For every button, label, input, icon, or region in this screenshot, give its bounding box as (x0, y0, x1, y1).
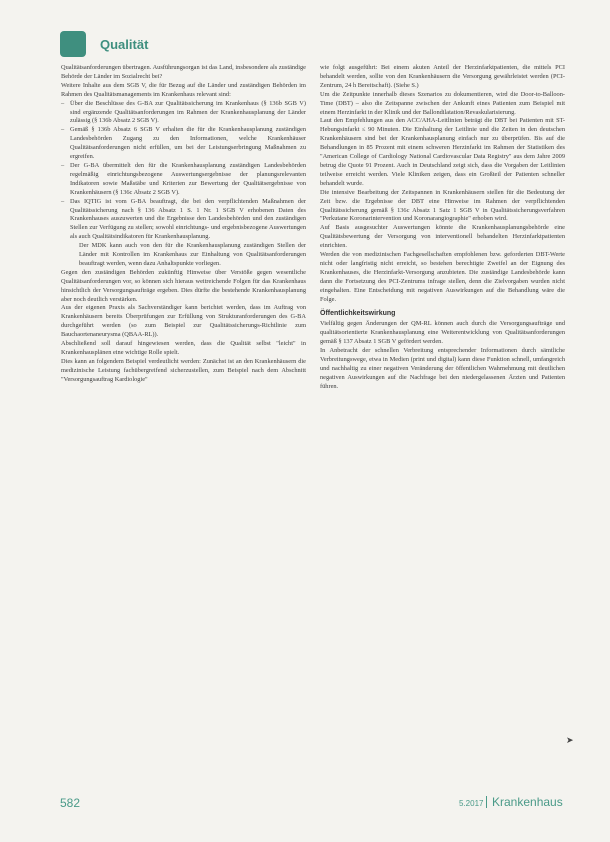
page-number: 582 (60, 796, 81, 810)
section-header (60, 30, 148, 58)
paragraph: Abschließend soll darauf hingewiesen werden, dass die Qualität selbst "leicht" in Krankenhausplänen eine wichtige Rolle spielt. (61, 340, 306, 356)
bullet-continuation: Der MDK kann auch von den für die Krankenhausplanung zuständigen Stellen der Länder mit Kontrollen im Krankenhaus zur Einhaltung von Qualitätsanforderungen beauftragt werden, wenn dazu Anhaltspunkte vorliegen. (79, 242, 306, 267)
paragraph: In Anbetracht der schnellen Verbreitung entsprechender Informationen durch sämtliche Verbreitungswege, etwa in Medien (print und digital) kann diese Funktion schnell, umfangreich und nachhaltig zu einer negativen Veränderung der öffentlichen Wahrnehmung mit deutlichen negativen Auswirkungen auf die Nachfrage bei den niedergelassenen Ärzten und Patienten führen. (320, 347, 565, 390)
paragraph: Qualitätsanforderungen übertragen. Ausführungsorgan ist das Land, insbesondere als zuständige Behörde der Länder im Sozialrecht bei? (61, 64, 306, 80)
paragraph: Um die Zeitpunkte innerhalb dieses Szenarios zu dokumentieren, wird die Door-to-Balloon-Time (DBT) – also die Zeitspanne zwischen der Ankunft eines Patienten zum Beispiel mit einem Herzinfarkt in der Klinik und der Ballondilatation/Revaskularisierung. (320, 90, 565, 116)
section-subheading: Öffentlichkeitswirkung (320, 310, 396, 318)
paragraph: Gegen den zuständigen Behörden zukünftig Hinweise über Verstöße gegen wesentliche Qualitätsanforderungen vor, so können sich hieraus weitreichende Folgen für das Krankenhaus hinsichtlich der Versorgungsaufträge ergeben. Dies dürfte die bestehende Krankenhausplanung aber noch deutlich verstärken. (61, 268, 306, 303)
paragraph: Dies kann an folgendem Beispiel verdeutlicht werden: Zunächst ist an den Krankenhäusern die medizinische Leistung fachübergreifend sicherzustellen, zum Beispiel nach dem Abschnitt "Versorgungsauftrag Kardiologie" (61, 357, 306, 383)
continue-arrow-icon: ➤ (566, 736, 574, 746)
paragraph: Werden die von medizinischen Fachgesellschaften empfohlenen bzw. geforderten DBT-Werte nicht oder langfristig nicht erreicht, so bestehen berechtigte Zweifel an der Eignung des Krankenhauses, die Herzinfarkt-Versorgung anzubieten. Die zuständige Landesbehörde kann dann die Fortsetzung des PCI-Zentrums infrage stellen, denn die Zielvorgaben wurden nicht eingehalten. Eine Entscheidung mit negativen Auswirkungen auf die Behandlung wäre die Folge. (320, 251, 565, 303)
bullet-item: – Gemäß § 136b Absatz 6 SGB V erhalten die für die Krankenhausplanung zuständigen Landesbehörden Zugang zu den Informationen, welche Krankenhäuser Qualitätsanforderungen nicht erfüllen, um bei der Leistungserbringung Maßnahmen zu ergreifen. (70, 126, 306, 162)
paragraph: Aus der eigenen Praxis als Sachverständiger kann berichtet werden, dass im Auftrag von Krankenhäusern bereits Überprüfungen zur Erfüllung von Strukturanforderungen des G-BA durchgeführt werden (so zum Beispiel zur Qualitätssicherungs-Richtlinie zum Bauchaortenaneurysma (QBAA-RL)). (61, 304, 306, 339)
section-badge-icon (60, 31, 86, 57)
bullet-item: – Das IQTIG ist vom G-BA beauftragt, die bei den verpflichtenden Maßnahmen der Qualitätssicherung nach § 136 Absatz 1 S. 1 Nr. 1 SGB V erhobenen Daten des Krankenhauses auszuwerten und die Ergebnisse den Landesbehörden und den zuständigen Stellen zur Verfügung zu stellen; sowohl einrichtungs- und ergebnisbezogene Auswertungen als auch Qualitätsindikatoren für Krankenhausplanung. (70, 198, 306, 243)
issue-number: 5.2017 (459, 799, 484, 808)
magazine-brand: Krankenhaus (492, 795, 563, 809)
paragraph: wie folgt ausgeführt: Bei einem akuten Anteil der Herzinfarktpatienten, die mittels PCI behandelt werden, sollte von den Krankenhäusern die Versorgung gewährleistet werden (PCI- Zentrum, 24 h Bereitschaft). (Siehe S.) (320, 64, 565, 89)
left-text-column (61, 64, 306, 385)
bullet-item: – Über die Beschlüsse des G-BA zur Qualitätssicherung im Krankenhaus (§ 136b SGB V) sind ergänzende Qualitätsanforderungen im Rahmen der Krankenhausplanung der Länder zulässig (§ 136b Absatz 2 SGB V). (70, 100, 306, 127)
paragraph: Vielfältig gegen Änderungen der QM-RL können auch durch die Versorgungsaufträge und qualitätsorientierte Krankenhausplanung eine Weiterentwicklung von Qualitätsanforderungen gemäß § 137 Absatz 1 SGB V gefördert werden. (320, 320, 565, 346)
bullet-item: – Der G-BA übermittelt den für die Krankenhausplanung zuständigen Landesbehörden regelmäßig einrichtungsbezogene Auswertungsergebnisse der planungsrelevanten Indikatoren sowie Maßstäbe und Kriterien zur Bewertung der Qualitätsergebnisse von Krankenhäusern (§ 136c Absatz 2 SGB V). (70, 162, 306, 198)
section-title: Qualität (100, 36, 149, 52)
paragraph: Auf Basis ausgesuchter Auswertungen könnte die Krankenhausplanungsbehörde eine Qualitätsbewertung der Versorgung von interventionell behandelten Herzinfarktpatienten einrichten. (320, 224, 565, 250)
footer-separator (486, 796, 487, 808)
right-text-column (320, 64, 565, 392)
paragraph: Laut den Empfehlungen aus den ACC/AHA-Leitlinien beträgt die DBT bei Patienten mit ST-Hebungsinfarkt ≤ 90 Minuten. Die Einhaltung der Leitlinie und die Zeiten in den deutschen Krankenhäusern sind bei der Krankenhausplanung einfach nur zu überprüfen. Bis auf die Behandlungen in 85 Prozent mit einem schweren Herzinfarkt im Rahmen der Statistiken des "American College of Cardiology National Cardiovascular Data Registry" aus dem Jahre 2009 betrug die Quote 91 Prozent. Auch in Deutschland zeigt sich, dass die Vorgaben der Leitlinien teilweise erreicht werden. Viele Kliniken zeigen, dass ein Großteil der Patienten schneller behandelt wurde. (320, 117, 565, 187)
bullet-list (61, 100, 306, 269)
paragraph: Weitere Inhalte aus dem SGB V, die für Bezug auf die Länder und zuständigen Behörden im Rahmen des Qualitätsmanagements im Krankenhaus relevant sind: (61, 81, 306, 98)
paragraph: Die intensive Bearbeitung der Zeitspannen in Krankenhäusern stellen für die Bedeutung der Zeit bzw. die Ergebnisse der DBT eine Hinweise im Rahmen der verpflichtenden Qualitätssicherung gemäß § 136c Absatz 1 Satz 1 SGB V in Qualitätssicherungsverfahren "Perkutane Koronarintervention und Koronarangiographie" erhoben wird. (320, 188, 565, 223)
